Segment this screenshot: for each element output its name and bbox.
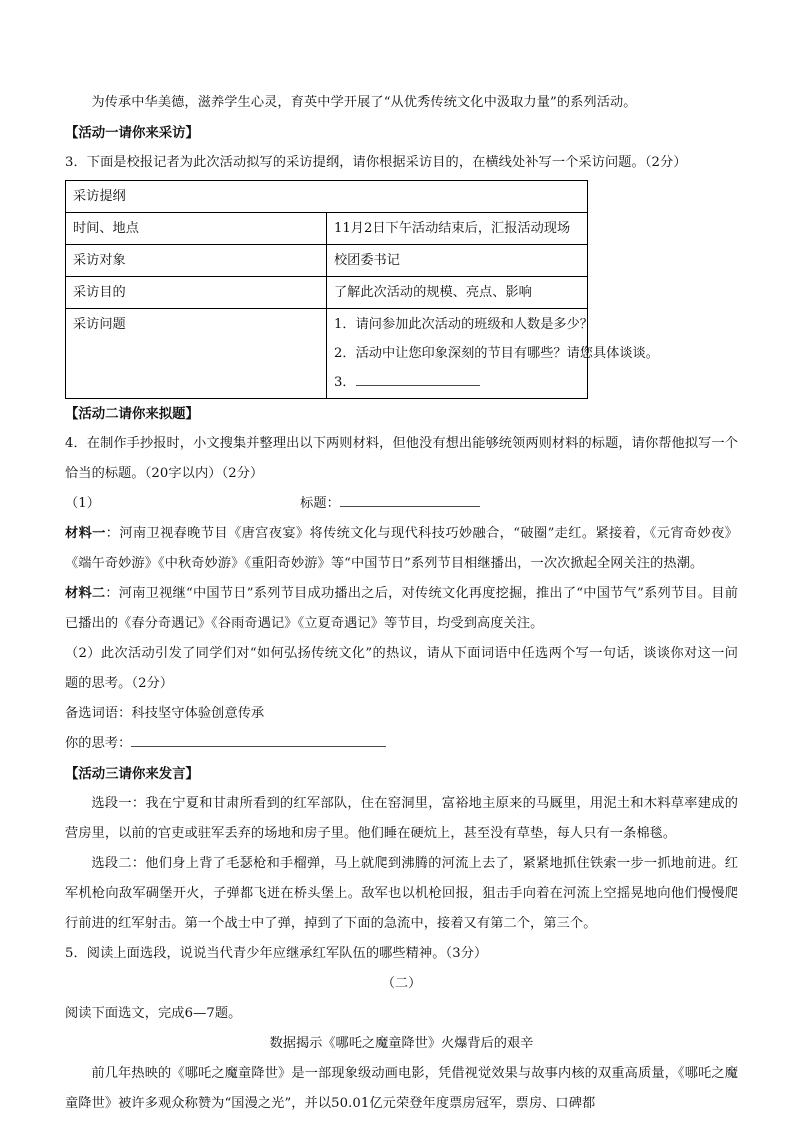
interview-question-2: 2．活动中让您印象深刻的节目有哪些？请您具体谈谈。: [334, 346, 659, 361]
table-row: [66, 277, 588, 309]
interview-question-3: [334, 368, 580, 397]
excerpt-one-label: 选段一：: [91, 796, 146, 811]
sub-one-marker: （1）: [65, 496, 101, 511]
excerpt-two: [65, 849, 738, 939]
outline-table-title: 采访提纲: [66, 181, 588, 213]
interview-question-3-blank[interactable]: [356, 372, 480, 386]
activity-one-question: 3．下面是校报记者为此次活动拟写的采访提纲，请你根据采访目的，在横线处补写一个采访问题。（2分）: [65, 155, 687, 170]
section-two-instruction: 阅读下面选文，完成6—7题。: [65, 1006, 242, 1021]
activity-two-sub-two: （2）此次活动引发了同学们对“如何弘扬传统文化”的热议，请从下面词语中任选两个写一句话，谈谈你对这一问题的思考。（2分）: [65, 646, 738, 691]
title-answer-blank[interactable]: [340, 493, 480, 507]
table-row: [66, 213, 588, 245]
outline-value-time-place: 11月2日下午活动结束后，汇报活动现场: [327, 213, 588, 245]
interview-outline-table: [65, 180, 659, 399]
your-thoughts-row: [65, 729, 738, 759]
material-one-label: 材料一: [65, 526, 106, 541]
outline-label-interviewee: 采访对象: [66, 245, 327, 277]
outline-label-purpose: 采访目的: [66, 277, 327, 309]
activity-three-heading: 【活动三请你来发言】: [65, 766, 199, 782]
title-label: 标题：: [300, 496, 340, 511]
intro-paragraph: 为传承中华美德，滋养学生心灵，育英中学开展了“从优秀传统文化中汲取力量”的系列活动。: [91, 95, 637, 110]
article-title: 数据揭示《哪吒之魔童降世》火爆背后的艰辛: [269, 1036, 534, 1051]
activity-three-question: 5．阅读上面选段，说说当代青少年应继承红军队伍的哪些精神。（3分）: [65, 946, 488, 961]
section-two-marker: （二）: [381, 976, 422, 991]
activity-two-question: 4．在制作手抄报时，小文搜集并整理出以下两则材料，但他没有想出能够统领两则材料的标题，请你帮他拟写一个恰当的标题。（20字以内）（2分）: [65, 436, 738, 481]
excerpt-two-label: 选段二：: [91, 856, 146, 871]
material-two: [65, 579, 738, 639]
material-one-text: 河南卫视春晚节目《唐宫夜宴》将传统文化与现代科技巧妙融合，“破圈”走红。紧接着，《元宵奇妙夜》《端午奇妙游》《中秋奇妙游》《重阳奇妙游》等“中国节日”系列节目相继播出，一次次掀起全网关注的热潮。: [65, 526, 738, 571]
excerpt-one: [65, 789, 738, 849]
activity-two-heading: 【活动二请你来拟题】: [65, 406, 199, 422]
table-row: [66, 245, 588, 277]
interview-question-3-number: 3．: [334, 375, 356, 390]
activity-two-sub-one-row: [65, 489, 738, 519]
outline-value-questions: [327, 309, 659, 399]
outline-value-interviewee: 校团委书记: [327, 245, 588, 277]
article-paragraph: 前几年热映的《哪吒之魔童降世》是一部现象级动画电影，凭借视觉效果与故事内核的双重高质量，《哪吒之魔童降世》被许多观众称赞为“国漫之光”，并以50.01亿元荣登年度票房冠军，票房、口碑都: [65, 1066, 738, 1111]
word-bank-label: 备选词语：: [65, 706, 132, 721]
your-thoughts-label: 你的思考：: [65, 736, 132, 751]
table-row: [66, 309, 588, 399]
activity-one-heading: 【活动一请你来采访】: [65, 125, 199, 141]
material-one-separator: ：: [105, 526, 120, 541]
excerpt-two-text: 他们身上背了毛瑟枪和手榴弹，马上就爬到沸腾的河流上去了，紧紧地抓住铁索一步一抓地前进。红军机枪向敌军碉堡开火，子弹都飞迸在桥头堡上。敌军也以机枪回报，狙击手向着在河流上空摇晃地向他们慢慢爬行前进的红军射击。第一个战士中了弹，掉到了下面的急流中，接着又有第二个，第三个。: [65, 856, 738, 931]
material-one: [65, 519, 738, 579]
outline-value-purpose: 了解此次活动的规模、亮点、影响: [327, 277, 588, 309]
material-two-label: 材料二: [65, 586, 106, 601]
interview-question-1: 1．请问参加此次活动的班级和人数是多少？: [334, 317, 593, 332]
outline-label-time-place: 时间、地点: [66, 213, 327, 245]
material-two-separator: ：: [105, 586, 119, 601]
material-two-text: 河南卫视继“中国节日”系列节目成功播出之后，对传统文化再度挖掘，推出了“中国节气”系列节目。目前已播出的《春分奇遇记》《谷雨奇遇记》《立夏奇遇记》等节目，均受到高度关注。: [65, 586, 738, 631]
excerpt-one-text: 我在宁夏和甘肃所看到的红军部队，住在窑洞里，富裕地主原来的马厩里，用泥土和木料草率建成的营房里，以前的官吏或驻军丢弃的场地和房子里。他们睡在硬炕上，甚至没有草垫，每人只有一条棉毯。: [65, 796, 738, 841]
your-thoughts-blank[interactable]: [131, 733, 386, 747]
word-bank-words: 科技坚守体验创意传承: [131, 706, 265, 721]
word-bank-row: [65, 699, 738, 729]
outline-label-questions: 采访问题: [66, 309, 327, 399]
table-row: [66, 181, 588, 213]
